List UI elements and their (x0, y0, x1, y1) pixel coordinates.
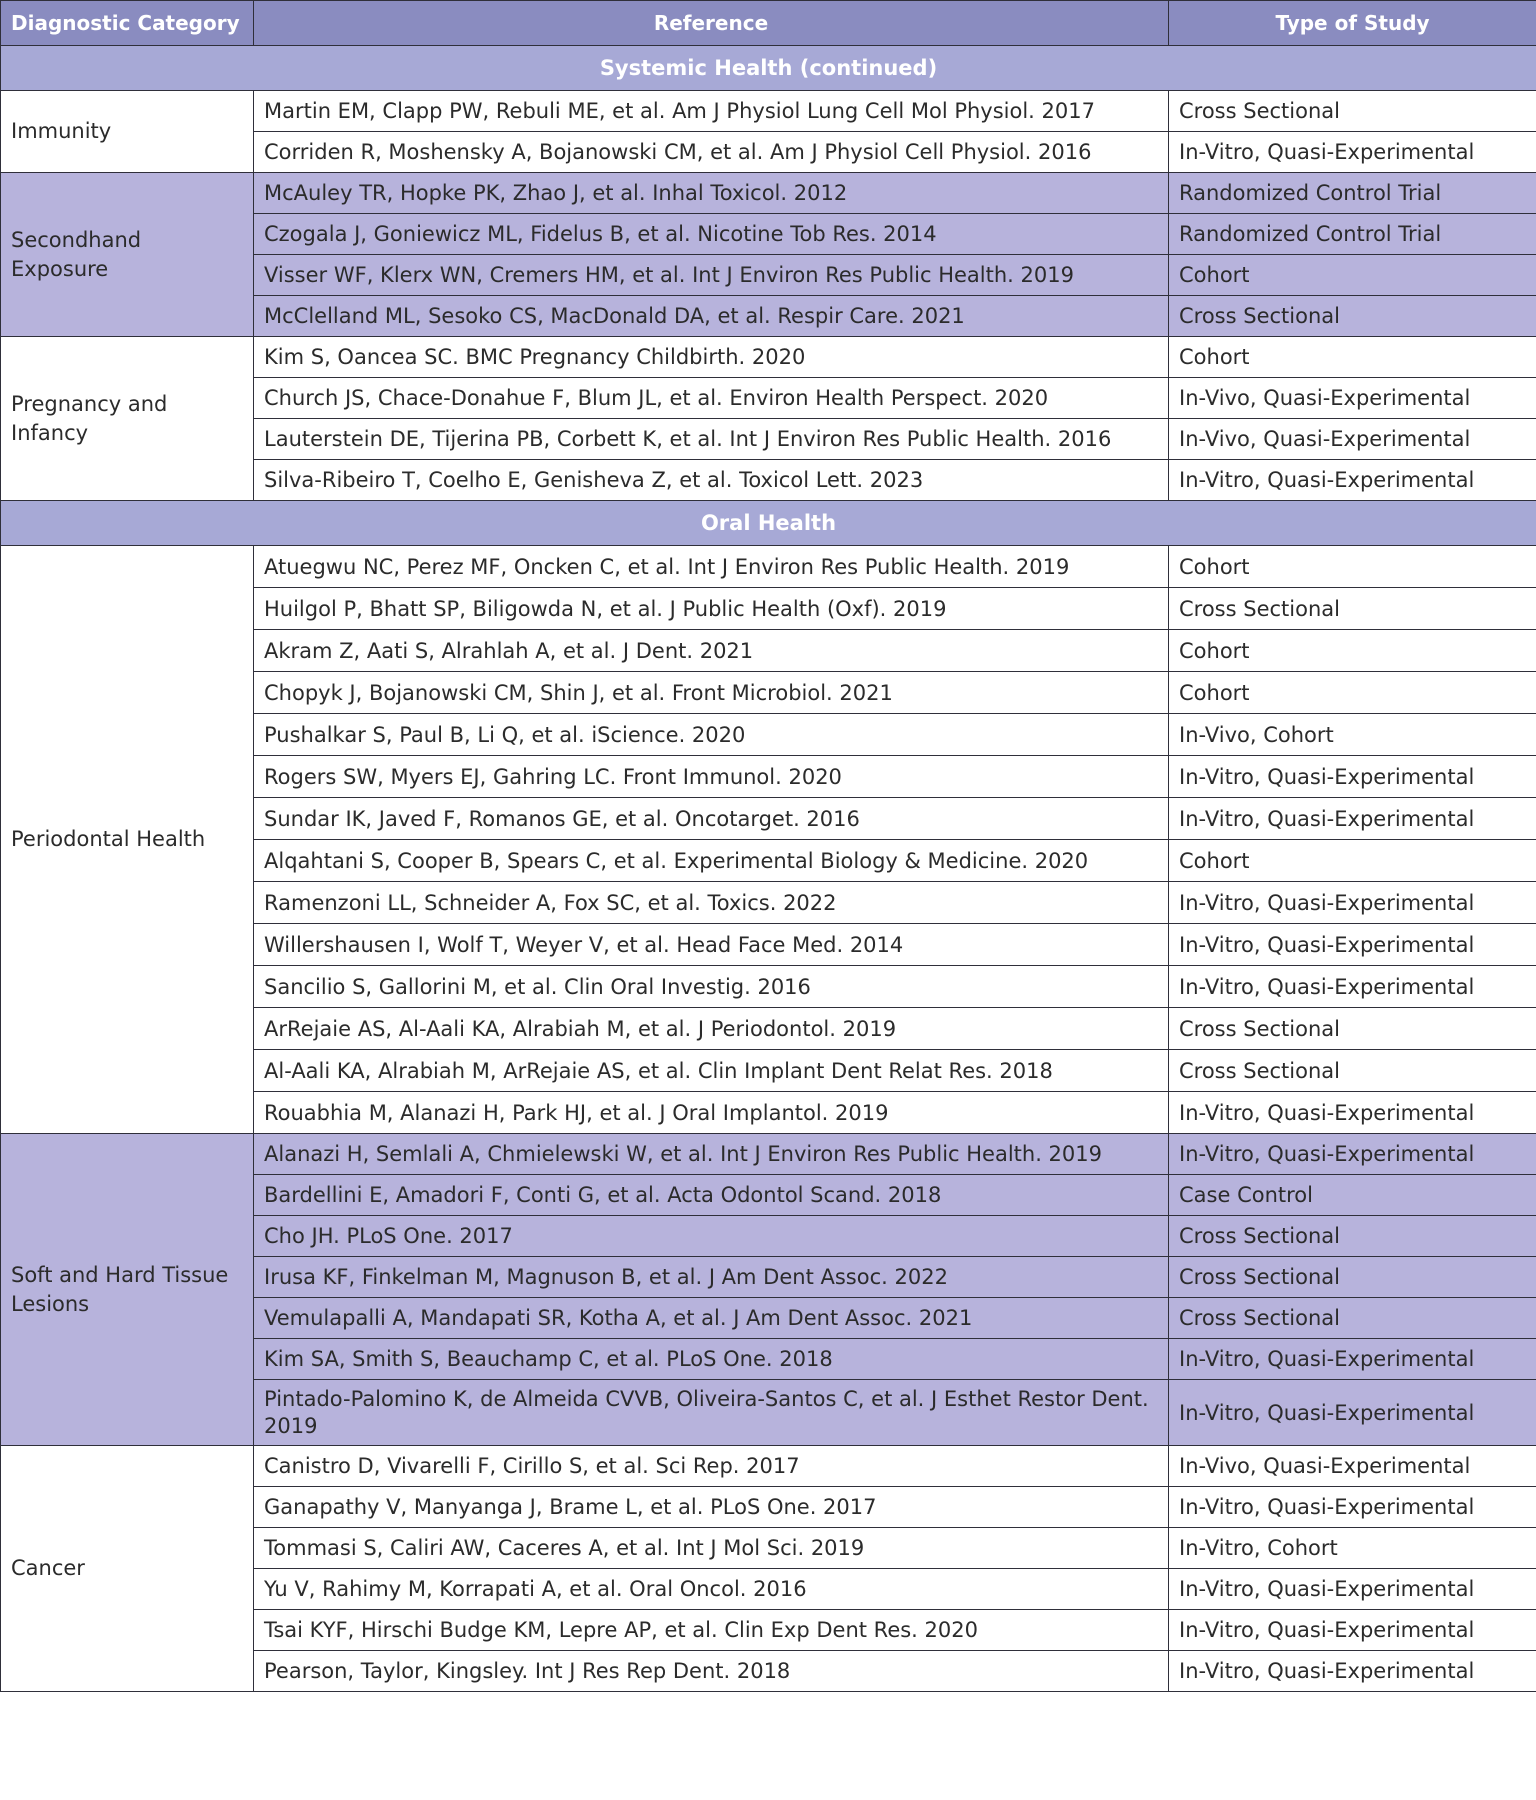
study-type-cell: Cross Sectional (1169, 296, 1536, 337)
reference-cell: McAuley TR, Hopke PK, Zhao J, et al. Inhal Toxicol. 2012 (254, 173, 1169, 214)
section-header-row (1, 501, 1536, 546)
study-type-cell: Cross Sectional (1169, 1298, 1536, 1339)
study-type-cell: Cohort (1169, 546, 1536, 588)
study-type-cell: In-Vitro, Quasi-Experimental (1169, 1651, 1536, 1692)
reference-cell: Vemulapalli A, Mandapati SR, Kotha A, et al. J Am Dent Assoc. 2021 (254, 1298, 1169, 1339)
study-type-cell: In-Vivo, Quasi-Experimental (1169, 1446, 1536, 1487)
reference-cell: Rouabhia M, Alanazi H, Park HJ, et al. J Oral Implantol. 2019 (254, 1092, 1169, 1134)
study-type-cell: Cohort (1169, 672, 1536, 714)
study-type-cell: Cohort (1169, 337, 1536, 378)
reference-cell: Sundar IK, Javed F, Romanos GE, et al. Oncotarget. 2016 (254, 798, 1169, 840)
reference-cell: Tommasi S, Caliri AW, Caceres A, et al. Int J Mol Sci. 2019 (254, 1528, 1169, 1569)
study-type-cell: In-Vitro, Quasi-Experimental (1169, 1569, 1536, 1610)
study-type-cell: Cross Sectional (1169, 1257, 1536, 1298)
study-type-cell: In-Vitro, Quasi-Experimental (1169, 882, 1536, 924)
study-type-cell: In-Vivo, Quasi-Experimental (1169, 378, 1536, 419)
study-type-cell: In-Vitro, Quasi-Experimental (1169, 1134, 1536, 1175)
reference-cell: Silva-Ribeiro T, Coelho E, Genisheva Z, et al. Toxicol Lett. 2023 (254, 460, 1169, 501)
study-type-cell: Cross Sectional (1169, 1216, 1536, 1257)
reference-cell: Chopyk J, Bojanowski CM, Shin J, et al. Front Microbiol. 2021 (254, 672, 1169, 714)
study-type-cell: In-Vivo, Cohort (1169, 714, 1536, 756)
category-cell: Cancer (1, 1446, 254, 1692)
reference-cell: Martin EM, Clapp PW, Rebuli ME, et al. Am J Physiol Lung Cell Mol Physiol. 2017 (254, 91, 1169, 132)
category-cell: Pregnancy and Infancy (1, 337, 254, 501)
study-type-cell: Randomized Control Trial (1169, 173, 1536, 214)
table-row (1, 91, 1536, 132)
study-type-cell: In-Vitro, Quasi-Experimental (1169, 966, 1536, 1008)
study-type-cell: Cohort (1169, 630, 1536, 672)
table-row (1, 1446, 1536, 1487)
reference-cell: ArRejaie AS, Al-Aali KA, Alrabiah M, et al. J Periodontol. 2019 (254, 1008, 1169, 1050)
reference-cell: Rogers SW, Myers EJ, Gahring LC. Front Immunol. 2020 (254, 756, 1169, 798)
section-title: Oral Health (1, 501, 1536, 546)
study-type-cell: In-Vitro, Quasi-Experimental (1169, 1487, 1536, 1528)
table-header-row (1, 1, 1536, 46)
section-header-row (1, 46, 1536, 91)
reference-cell: Al-Aali KA, Alrabiah M, ArRejaie AS, et al. Clin Implant Dent Relat Res. 2018 (254, 1050, 1169, 1092)
study-type-cell: In-Vivo, Quasi-Experimental (1169, 419, 1536, 460)
study-type-cell: Cohort (1169, 840, 1536, 882)
category-cell: Periodontal Health (1, 546, 254, 1134)
table-row (1, 337, 1536, 378)
study-type-cell: In-Vitro, Quasi-Experimental (1169, 1339, 1536, 1380)
reference-cell: Tsai KYF, Hirschi Budge KM, Lepre AP, et al. Clin Exp Dent Res. 2020 (254, 1610, 1169, 1651)
reference-cell: Kim SA, Smith S, Beauchamp C, et al. PLoS One. 2018 (254, 1339, 1169, 1380)
study-type-cell: In-Vitro, Quasi-Experimental (1169, 798, 1536, 840)
reference-cell: Yu V, Rahimy M, Korrapati A, et al. Oral Oncol. 2016 (254, 1569, 1169, 1610)
study-type-cell: In-Vitro, Quasi-Experimental (1169, 1610, 1536, 1651)
header-study-type: Type of Study (1169, 1, 1536, 46)
reference-cell: Pearson, Taylor, Kingsley. Int J Res Rep Dent. 2018 (254, 1651, 1169, 1692)
reference-cell: Czogala J, Goniewicz ML, Fidelus B, et al. Nicotine Tob Res. 2014 (254, 214, 1169, 255)
study-type-cell: In-Vitro, Quasi-Experimental (1169, 924, 1536, 966)
reference-cell: Sancilio S, Gallorini M, et al. Clin Oral Investig. 2016 (254, 966, 1169, 1008)
reference-cell: Kim S, Oancea SC. BMC Pregnancy Childbirth. 2020 (254, 337, 1169, 378)
table-row (1, 546, 1536, 588)
table-row (1, 173, 1536, 214)
reference-cell: Lauterstein DE, Tijerina PB, Corbett K, et al. Int J Environ Res Public Health. 2016 (254, 419, 1169, 460)
study-type-cell: In-Vitro, Quasi-Experimental (1169, 1092, 1536, 1134)
reference-cell: Corriden R, Moshensky A, Bojanowski CM, et al. Am J Physiol Cell Physiol. 2016 (254, 132, 1169, 173)
reference-cell: Cho JH. PLoS One. 2017 (254, 1216, 1169, 1257)
reference-cell: Willershausen I, Wolf T, Weyer V, et al. Head Face Med. 2014 (254, 924, 1169, 966)
category-cell: Immunity (1, 91, 254, 173)
reference-cell: Pushalkar S, Paul B, Li Q, et al. iScience. 2020 (254, 714, 1169, 756)
reference-cell: Alanazi H, Semlali A, Chmielewski W, et al. Int J Environ Res Public Health. 2019 (254, 1134, 1169, 1175)
reference-cell: Bardellini E, Amadori F, Conti G, et al. Acta Odontol Scand. 2018 (254, 1175, 1169, 1216)
study-type-cell: In-Vitro, Cohort (1169, 1528, 1536, 1569)
study-type-cell: In-Vitro, Quasi-Experimental (1169, 132, 1536, 173)
reference-cell: Pintado-Palomino K, de Almeida CVVB, Oliveira-Santos C, et al. J Esthet Restor Dent. 2019 (254, 1380, 1169, 1446)
reference-cell: Atuegwu NC, Perez MF, Oncken C, et al. Int J Environ Res Public Health. 2019 (254, 546, 1169, 588)
study-type-cell: In-Vitro, Quasi-Experimental (1169, 460, 1536, 501)
study-type-cell: Randomized Control Trial (1169, 214, 1536, 255)
reference-cell: Irusa KF, Finkelman M, Magnuson B, et al. J Am Dent Assoc. 2022 (254, 1257, 1169, 1298)
study-type-cell: Cross Sectional (1169, 588, 1536, 630)
study-type-cell: Case Control (1169, 1175, 1536, 1216)
study-type-cell: In-Vitro, Quasi-Experimental (1169, 1380, 1536, 1446)
category-cell: Soft and Hard Tissue Lesions (1, 1134, 254, 1446)
category-cell: Secondhand Exposure (1, 173, 254, 337)
study-type-cell: Cross Sectional (1169, 1050, 1536, 1092)
reference-cell: Akram Z, Aati S, Alrahlah A, et al. J Dent. 2021 (254, 630, 1169, 672)
reference-cell: Alqahtani S, Cooper B, Spears C, et al. Experimental Biology & Medicine. 2020 (254, 840, 1169, 882)
header-reference: Reference (254, 1, 1169, 46)
header-category: Diagnostic Category (1, 1, 254, 46)
reference-cell: McClelland ML, Sesoko CS, MacDonald DA, et al. Respir Care. 2021 (254, 296, 1169, 337)
study-type-cell: Cross Sectional (1169, 91, 1536, 132)
reference-cell: Ramenzoni LL, Schneider A, Fox SC, et al. Toxics. 2022 (254, 882, 1169, 924)
reference-cell: Canistro D, Vivarelli F, Cirillo S, et al. Sci Rep. 2017 (254, 1446, 1169, 1487)
reference-cell: Church JS, Chace-Donahue F, Blum JL, et al. Environ Health Perspect. 2020 (254, 378, 1169, 419)
section-title: Systemic Health (continued) (1, 46, 1536, 91)
reference-cell: Visser WF, Klerx WN, Cremers HM, et al. Int J Environ Res Public Health. 2019 (254, 255, 1169, 296)
table-row (1, 1134, 1536, 1175)
study-type-cell: In-Vitro, Quasi-Experimental (1169, 756, 1536, 798)
study-type-cell: Cohort (1169, 255, 1536, 296)
reference-cell: Ganapathy V, Manyanga J, Brame L, et al. PLoS One. 2017 (254, 1487, 1169, 1528)
study-type-cell: Cross Sectional (1169, 1008, 1536, 1050)
reference-cell: Huilgol P, Bhatt SP, Biligowda N, et al. J Public Health (Oxf). 2019 (254, 588, 1169, 630)
